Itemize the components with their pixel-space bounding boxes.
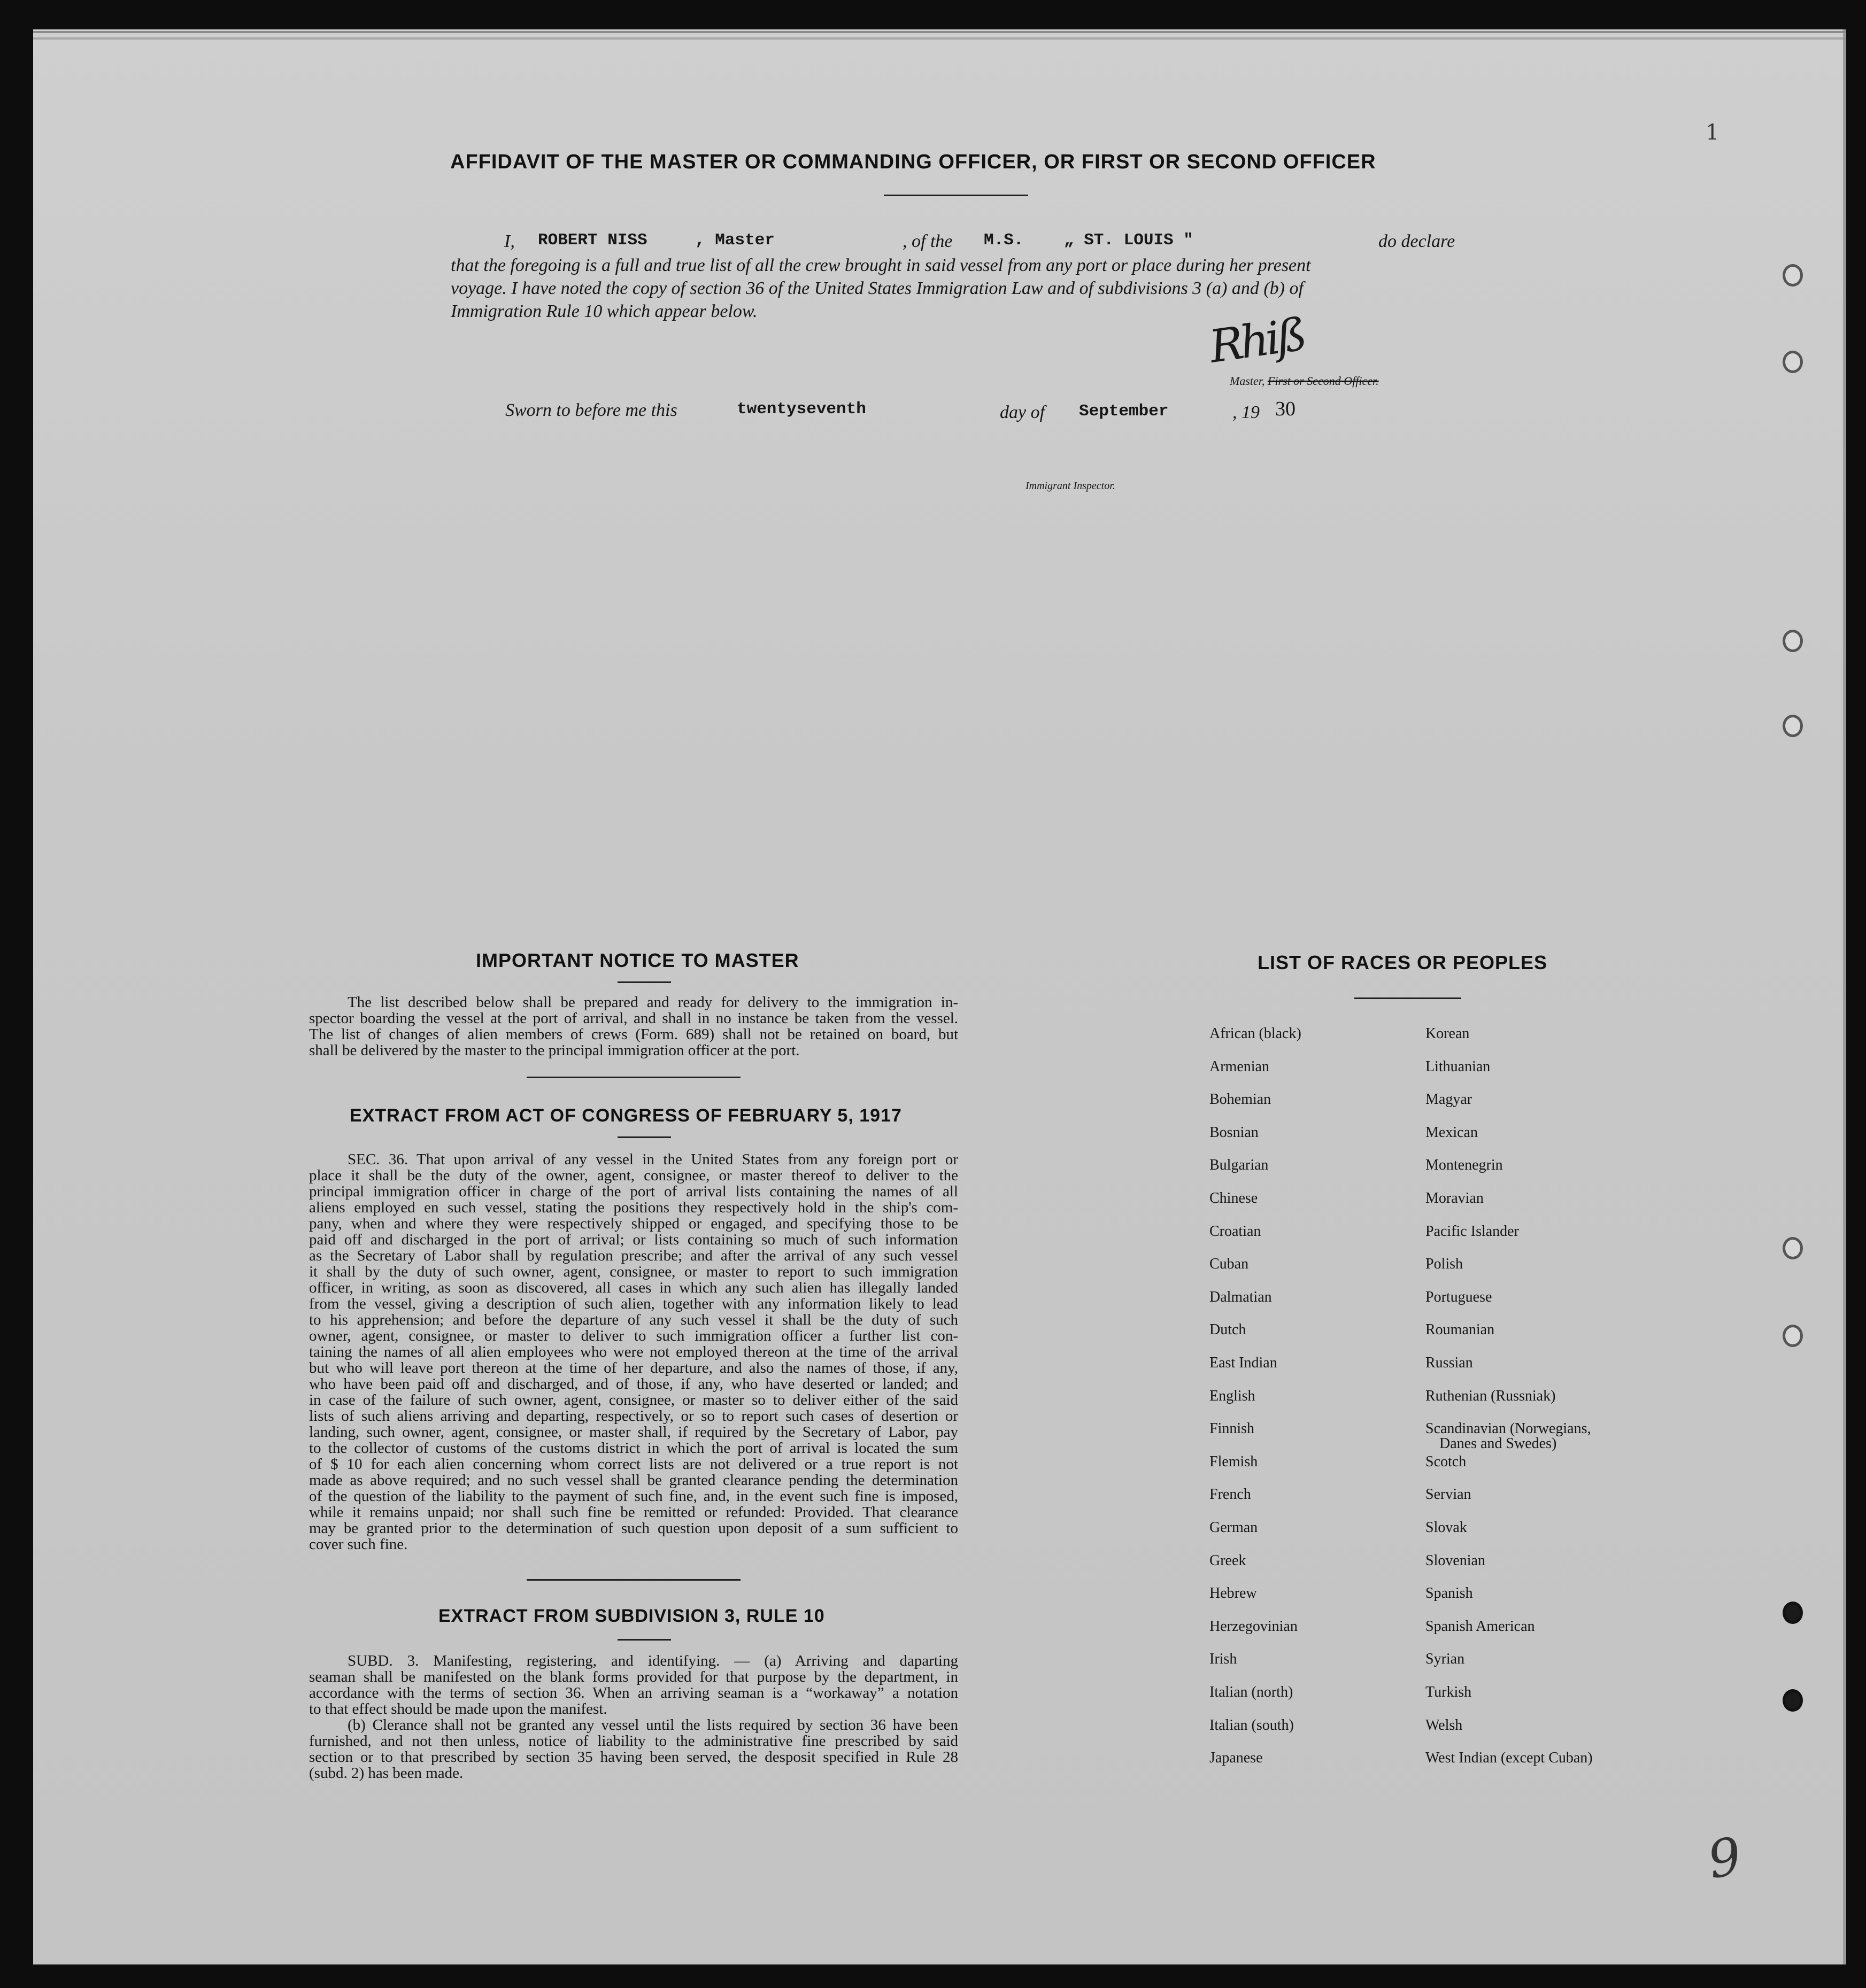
body-line: shall be delivered by the master to the principal immigration officer at the port. bbox=[309, 1042, 800, 1059]
race-item: Herzegovinian bbox=[1209, 1618, 1298, 1635]
do-declare: do declare bbox=[1378, 231, 1455, 251]
race-item: Welsh bbox=[1425, 1717, 1463, 1734]
day-of-label: day of bbox=[1000, 403, 1045, 422]
body-line: (subd. 2) has been made. bbox=[309, 1765, 464, 1782]
race-item: Bulgarian bbox=[1209, 1157, 1269, 1173]
affidavit-line: Immigration Rule 10 which appear below. bbox=[451, 301, 758, 321]
affidavit-line: voyage. I have noted the copy of section 36 of the United States Immigration Law and of subdivisions 3 (a) and (b) of bbox=[451, 279, 1304, 298]
race-item: Dutch bbox=[1209, 1321, 1246, 1338]
body-line: section or to that prescribed by section 35 having been served, the desposit specified in Rule 28 bbox=[309, 1749, 958, 1766]
body-line: landing, such owner, agent, consignee, or master shall, if required by the Secretary of Labor, pay bbox=[309, 1424, 958, 1441]
signature-caption bbox=[1230, 374, 1379, 388]
rank-field: , Master bbox=[695, 231, 775, 250]
body-line: SEC. 36. That upon arrival of any vessel in the United States from any foreign port or bbox=[348, 1151, 958, 1168]
body-line: may be granted prior to the determination of such question upon deposit of a sum sufficient to bbox=[309, 1520, 958, 1537]
affidavit-line: that the foregoing is a full and true list of all the crew brought in said vessel from any port or place during her present bbox=[451, 256, 1311, 275]
divider bbox=[527, 1579, 741, 1581]
body-line: but who will leave port thereon at the time of her departure, and also the names of those, if any, bbox=[309, 1359, 958, 1376]
race-item: Irish bbox=[1209, 1651, 1237, 1667]
races-title: LIST OF RACES OR PEOPLES bbox=[1258, 952, 1548, 973]
races-list-right bbox=[1425, 1025, 1725, 1784]
race-item: Scotch bbox=[1425, 1453, 1467, 1470]
body-line: (b) Clerance shall not be granted any vessel until the lists required by section 36 have been bbox=[348, 1716, 958, 1734]
race-item: East Indian bbox=[1209, 1355, 1277, 1371]
body-line: from the vessel, giving a description of such alien, together with any information likely to lead bbox=[309, 1295, 958, 1312]
race-item: Chinese bbox=[1209, 1190, 1258, 1206]
race-item: Dalmatian bbox=[1209, 1289, 1272, 1305]
month-value-field: September bbox=[1079, 402, 1169, 421]
binder-hole bbox=[1783, 715, 1803, 737]
race-item: Italian (north) bbox=[1209, 1684, 1293, 1700]
body-line: of the question of the liability to the payment of such fine, and, in the event such fine is imposed, bbox=[309, 1488, 958, 1505]
race-item: Scandinavian (Norwegians, bbox=[1425, 1420, 1591, 1437]
race-item: Bosnian bbox=[1209, 1124, 1259, 1141]
race-item: Spanish American bbox=[1425, 1618, 1535, 1635]
race-item: Croatian bbox=[1209, 1223, 1261, 1240]
race-item: Magyar bbox=[1425, 1091, 1472, 1108]
divider bbox=[1354, 997, 1461, 999]
binder-hole bbox=[1783, 1237, 1803, 1259]
race-item: Hebrew bbox=[1209, 1585, 1257, 1602]
body-line: cover such fine. bbox=[309, 1536, 408, 1553]
race-item: Roumanian bbox=[1425, 1321, 1495, 1338]
binder-hole bbox=[1783, 1602, 1803, 1624]
extract-rule-body bbox=[309, 1653, 958, 1781]
affidavit-pre-i: I, bbox=[504, 231, 515, 251]
inspector-caption: Immigrant Inspector. bbox=[1025, 480, 1115, 492]
race-item: Slovak bbox=[1425, 1519, 1467, 1536]
binder-hole bbox=[1783, 264, 1803, 287]
divider bbox=[618, 1136, 671, 1138]
divider bbox=[618, 1639, 671, 1641]
body-line: accordance with the terms of section 36. When an arriving seaman is a “workaway” a notation bbox=[309, 1684, 958, 1701]
affidavit-of-the: , of the bbox=[903, 231, 953, 251]
body-line: to his apprehension; and before the departure of any such vessel it shall be the duty of such bbox=[309, 1311, 958, 1328]
body-line: place it shall be the duty of the owner, agent, consignee, or master thereof to deliver to the bbox=[309, 1167, 958, 1184]
corner-mark: 1 bbox=[1706, 120, 1720, 145]
extract-act-body bbox=[309, 1151, 958, 1552]
race-item: Finnish bbox=[1209, 1420, 1255, 1437]
body-line: SUBD. 3. Manifesting, registering, and identifying. — (a) Arriving and daparting bbox=[348, 1652, 958, 1669]
divider bbox=[618, 981, 671, 983]
race-item: Moravian bbox=[1425, 1190, 1484, 1206]
notice-body bbox=[309, 994, 958, 1058]
body-line: to that effect should be made upon the manifest. bbox=[309, 1700, 607, 1718]
vessel-prefix-field: M.S. bbox=[984, 231, 1024, 250]
body-line: The list described below shall be prepared and ready for delivery to the immigration in- bbox=[348, 994, 958, 1011]
body-line: lists of such aliens arriving and departing, respectively, or so to report such cases of desertion or bbox=[309, 1407, 958, 1425]
master-signature: Rhiß bbox=[1206, 308, 1307, 373]
body-line: as the Secretary of Labor shall by regulation prescribe; and after the arrival of any such vessel bbox=[309, 1247, 958, 1264]
body-line: of $ 10 for each alien concerning whom correct lists are not delivered or a true report is not bbox=[309, 1456, 958, 1473]
body-line: taining the names of all alien employees who were not employed thereon at the time of the arrival bbox=[309, 1343, 958, 1360]
race-item: Korean bbox=[1425, 1025, 1470, 1042]
body-line: furnished, and not then unless, notice of liability to the administrative fine prescribed by said bbox=[309, 1732, 958, 1750]
race-item: German bbox=[1209, 1519, 1258, 1536]
body-line: aliens employed en such vessel, stating the positions they respectively hold in the ship's com- bbox=[309, 1199, 958, 1216]
race-item: Turkish bbox=[1425, 1684, 1472, 1700]
body-line: it shall by the duty of such owner, agent, consignee, or master to report to such immigration bbox=[309, 1263, 958, 1280]
race-item: French bbox=[1209, 1486, 1251, 1503]
race-item: Montenegrin bbox=[1425, 1157, 1503, 1173]
race-item: English bbox=[1209, 1388, 1255, 1404]
signature-caption-master: Master, bbox=[1230, 374, 1265, 388]
race-item: Lithuanian bbox=[1425, 1058, 1491, 1075]
body-line: officer, in writing, as soon as discovered, all cases in which any such alien has illegally landed bbox=[309, 1279, 958, 1296]
race-item: Slovenian bbox=[1425, 1552, 1485, 1569]
race-item: Polish bbox=[1425, 1256, 1463, 1272]
race-item: Syrian bbox=[1425, 1651, 1465, 1667]
body-line: made as above required; and no such vessel shall be granted clearance pending the determination bbox=[309, 1472, 958, 1489]
page-edge-line bbox=[33, 37, 1846, 40]
body-line: pany, when and where they were respectively shipped or engaged, and specifying those to be bbox=[309, 1215, 958, 1232]
body-line: paid off and discharged in the port of arrival; or lists containing so much of such information bbox=[309, 1231, 958, 1248]
binder-hole bbox=[1783, 351, 1803, 373]
body-line: The list of changes of alien members of crews (Form. 689) shall not be retained on board, but bbox=[309, 1026, 958, 1043]
race-item: Russian bbox=[1425, 1355, 1473, 1371]
races-list-left bbox=[1209, 1025, 1413, 1784]
race-item: West Indian (except Cuban) bbox=[1425, 1750, 1593, 1766]
body-line: seaman shall be manifested on the blank forms provided for that purpose by the department, in bbox=[309, 1668, 958, 1685]
divider bbox=[527, 1077, 741, 1078]
extract-act-title: EXTRACT FROM ACT OF CONGRESS OF FEBRUARY 5, 1917 bbox=[350, 1105, 902, 1126]
body-line: spector boarding the vessel at the port of arrival, and shall in no instance be taken from the vessel. bbox=[309, 1010, 958, 1027]
race-item: Italian (south) bbox=[1209, 1717, 1294, 1734]
body-line: owner, agent, consignee, or master to deliver to such immigration officer a further list con- bbox=[309, 1327, 958, 1344]
master-name-field: ROBERT NISS bbox=[538, 231, 647, 250]
race-item: Portuguese bbox=[1425, 1289, 1492, 1305]
race-item: Greek bbox=[1209, 1552, 1246, 1569]
body-line: while it remains unpaid; nor shall such fine be remitted or refunded: Provided. That clearance bbox=[309, 1504, 958, 1521]
body-line: who have been paid off and discharged, and of those, if any, who have deserted or landed; and bbox=[309, 1375, 958, 1393]
race-item: Servian bbox=[1425, 1486, 1471, 1503]
body-line: to the collector of customs of the customs district in which the port of arrival is located the sum bbox=[309, 1440, 958, 1457]
page-number: 9 bbox=[1703, 1825, 1746, 1891]
body-line: principal immigration officer in charge of the port of arrival lists containing the names of all bbox=[309, 1183, 958, 1200]
day-value-field: twentyseventh bbox=[737, 400, 866, 419]
race-item: Bohemian bbox=[1209, 1091, 1271, 1108]
binder-hole bbox=[1783, 630, 1803, 652]
race-item-continuation: Danes and Swedes) bbox=[1439, 1435, 1557, 1452]
signature-caption-struck: First or Second Officer. bbox=[1267, 374, 1379, 388]
affidavit-title: AFFIDAVIT OF THE MASTER OR COMMANDING OFFICER, OR FIRST OR SECOND OFFICER bbox=[450, 151, 1376, 173]
race-item: Spanish bbox=[1425, 1585, 1473, 1602]
year-prefix: , 19 bbox=[1232, 403, 1260, 422]
year-suffix-field: 30 bbox=[1275, 398, 1296, 420]
body-line: in case of the failure of such owner, agent, consignee, or master so to deliver either of the said bbox=[309, 1391, 958, 1409]
binder-hole bbox=[1783, 1689, 1803, 1712]
race-item: Pacific Islander bbox=[1425, 1223, 1519, 1240]
vessel-name-field: „ ST. LOUIS " bbox=[1064, 231, 1193, 250]
binder-hole bbox=[1783, 1325, 1803, 1347]
race-item: Cuban bbox=[1209, 1256, 1249, 1272]
sworn-label: Sworn to before me this bbox=[505, 400, 677, 420]
race-item: Japanese bbox=[1209, 1750, 1263, 1766]
extract-rule-title: EXTRACT FROM SUBDIVISION 3, RULE 10 bbox=[438, 1606, 825, 1626]
race-item: Armenian bbox=[1209, 1058, 1269, 1075]
notice-title: IMPORTANT NOTICE TO MASTER bbox=[476, 949, 799, 971]
race-item: African (black) bbox=[1209, 1025, 1301, 1042]
race-item: Mexican bbox=[1425, 1124, 1478, 1141]
race-item: Ruthenian (Russniak) bbox=[1425, 1388, 1556, 1404]
race-item: Flemish bbox=[1209, 1453, 1258, 1470]
page-edge-line bbox=[33, 31, 1846, 33]
divider bbox=[884, 195, 1028, 196]
